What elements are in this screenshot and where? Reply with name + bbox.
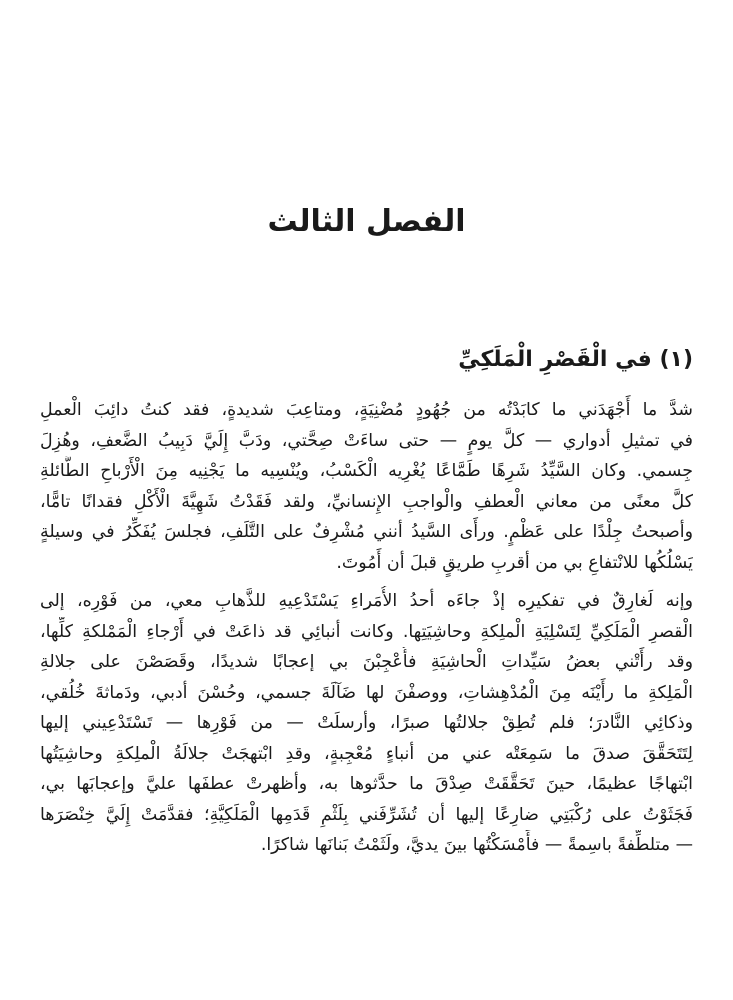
text-line: الْمَلِكةِ ما رأَيْنَه مِنَ الْمُدْهِشاتِ، ووصفْنَ لها ضَآلَةَ جسمي، وحُسْنَ أدبي، ودَماثةَ خُلُقي،: [40, 682, 693, 703]
chapter-title: الفصل الثالث: [267, 204, 466, 239]
text-line: شدَّ ما أَجْهَدَني ما كابَدْتُه من جُهُودٍ مُضْنِيَةٍ، ومتاعِبَ شديدةٍ، فقد كنتُ دائِبَ الْعملِ: [40, 400, 693, 420]
text-line: الْقصرِ الْمَلَكِيِّ لِتَسْلِيَةِ الْملِكةِ وحاشِيَتِها. وكانت أنبائِي قد ذاعَتْ في أَرْجاءِ الْمَمْلكةِ كلِّها،: [40, 621, 693, 642]
text-line: وأصبحتُ جِلْدًا على عَظْمٍ. ورأَى السَّيدُ أنني مُشْرِفٌ على التَّلَفِ، فجلسَ يُفَكِّرُ في وسيلةٍ: [40, 522, 693, 542]
section-heading: (١) في الْقَصْرِ الْمَلَكِيِّ: [458, 347, 693, 372]
text-line: لِتَتَحَقَّقَ صدقَ ما سَمِعَتْه عني من أنباءٍ مُعْجِبةٍ، وقدِ ابْتهجَتْ جلالَةُ الْملِكةِ وحاشِيَتُها: [40, 743, 693, 764]
text-line: ابْتهاجًا عظيمًا، حينَ تَحَقَّقَتْ صِدْقَ ما حدَّثوها به، وأظهرتْ عطفَها عليَّ وإعجابَها بي،: [40, 774, 693, 794]
body-text: [40, 395, 693, 869]
text-line: وقد رأَتْني بعضُ سَيِّداتِ الْحاشِيَةِ فأُعْجِبْنَ بي إعجابًا شديدًا، وقَصَصْنَ على جلالةِ: [40, 652, 693, 672]
text-line: جِسمي. وكان السَّيِّدُ شَرِهًا طَمَّاعًا يُغْرِيه الْكَسْبُ، ويُنْسِيه ما يَجْنِيه مِنَ الْأَرْباحِ الطَّائلةِ: [40, 461, 693, 481]
text-line: في تمثيلِ أدواري — كلَّ يومٍ — حتى ساءَتْ صِحَّتي، ودَبَّ إِلَيَّ دَبِيبُ الضَّعفِ، وهُزِلَ: [40, 430, 693, 451]
paragraph-2: [40, 586, 693, 861]
text-line: وإنه لَغارِقٌ في تفكيرِه إذْ جاءَه أحدُ الأُمَراءِ يَسْتَدْعِيهِ للذَّهابِ معي، من فَوْرِه، إلى: [40, 591, 693, 611]
text-line: — متلطِّفةً باسِمةً — فأَمْسَكْتُها بينَ يديَّ، ولَثَمْتُ بَنانَها شاكرًا.: [260, 835, 693, 855]
text-line: يَسْلُكُها للانْتفاعِ بي من أقربِ طريقٍ قبلَ أن أَمُوتَ.: [336, 552, 693, 573]
text-line: فَجَثَوْتُ على رُكْبَتِي ضارِعًا إليها أن تُشَرِّفَني بِلَثْمِ قَدَمِها الْمَلَكِيَّةِ؛ فقدَّمَتْ إِلَيَّ خِنْصَرَها: [40, 804, 693, 825]
text-line: كلَّ معنًى من معاني الْعطفِ والْواجبِ الإِنسانيِّ، ولقد فَقَدْتُ شَهِيَّةَ الْأَكْلِ فقدانًا تامًّا،: [40, 491, 693, 512]
paragraph-1: [40, 395, 693, 578]
text-line: وذكائِي النَّادرَ؛ فلم تُطِقْ جلالتُها صبرًا، وأرسلَتْ — من فَوْرِها — تَسْتَدْعِيني إليها: [40, 713, 693, 733]
